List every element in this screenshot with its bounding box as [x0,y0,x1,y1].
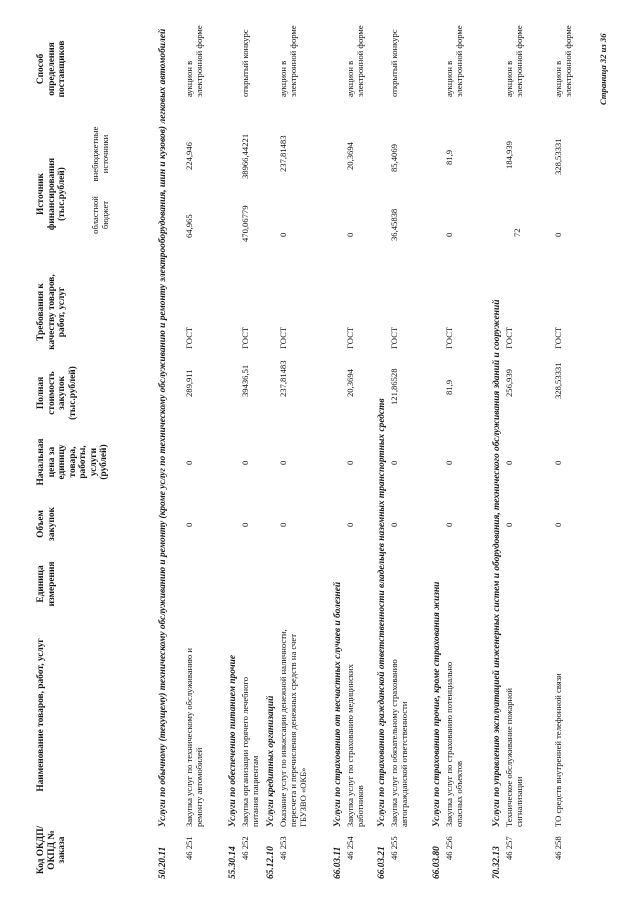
header-requirements: Требования к качеству товаров, работ, услуг [36,274,67,350]
row-method: аукцион в электронной форме [553,25,573,97]
row-extra: 20,3694 [345,142,355,170]
row-regional: 64,965 [184,214,194,238]
row-name: Закупка услуг по страхованию медицинских работников [345,664,365,827]
header-funding: Источник финансирования (тыс.рублей) [36,157,67,231]
row-requirements: ГОСТ [504,326,514,349]
row-number: 46 254 [345,836,355,860]
row-name: Закупка услуг по страхованию потенциально опасных объектов [444,661,464,827]
row-cost: 237,81483 [278,360,288,397]
header-volume: Объем закупок [36,507,57,541]
row-extra: 85,4069 [389,144,399,172]
section-code: 66.03.21 [377,846,387,879]
header-funding-extra: внебюджетные источники [90,126,110,182]
row-method: аукцион в электронной форме [345,25,365,97]
row-volume: 0 [553,522,563,527]
row-cost: 121,86528 [389,368,399,405]
page-number: Страница 32 из 36 [598,33,608,105]
section-code: 65.12.10 [266,846,276,879]
row-volume: 0 [184,522,194,527]
header-full-cost: Полная стоимость закупок (тыс.рублей) [36,366,78,420]
row-volume: 0 [389,522,399,527]
row-number: 46 251 [184,836,194,860]
row-method: аукцион в электронной форме [184,25,204,97]
row-price: 0 [278,460,288,465]
section-title: Услуги кредитных организаций [266,695,276,827]
row-requirements: ГОСТ [184,326,194,349]
header-funding-regional: областной бюджет [90,196,110,234]
row-requirements: ГОСТ [444,326,454,349]
row-extra: 224,946 [184,142,194,170]
row-number: 46 255 [389,836,399,860]
row-extra: 81,9 [444,149,454,165]
row-regional: 0 [345,232,355,237]
row-price: 0 [184,460,194,465]
row-cost: 81,9 [444,379,454,395]
row-method: аукцион в электронной форме [444,25,464,97]
header-code: Код ОКДП/ ОКПД № заказа [36,825,67,875]
section-title: Услуги по страхованию прочие, кроме страхования жизни [432,581,442,827]
row-regional: 36,45838 [389,208,399,241]
header-unit: Единица измерения [36,561,57,607]
row-name: Закупка услуг по обязательному страхованию автогражданской ответственности [389,659,409,827]
section-code: 66.03.11 [333,846,343,879]
row-requirements: ГОСТ [345,326,355,349]
header-initial-price: Начальная цена за единицу товара, работы, услуги (рублей) [36,438,109,486]
row-name: Закупка услуг по техническому обслуживанию и ремонту автомобилей [184,648,204,827]
row-number: 46 253 [278,836,288,860]
row-extra: 237,81483 [278,135,288,172]
header-name: Наименование товаров, работ, услуг [36,638,46,792]
row-volume: 0 [504,522,514,527]
row-regional: 72 [512,228,522,237]
section-title: Услуги по обеспечению питанием прочие [228,654,238,827]
row-method: аукцион в электронной форме [278,25,298,97]
row-regional: 470,06779 [240,205,250,242]
row-price: 0 [504,460,514,465]
row-requirements: ГОСТ [389,326,399,349]
section-title: Услуги по обычному (текущему) техническому обслуживанию и ремонту (кроме услуг по техническому обслуживанию и ремонту электрооборудования, шин и кузовов) легковых автомобилей [158,28,168,827]
row-name: Оказание услуг по инкассации денежной наличности, пересчета и перечисления денежных средств на счет ГБУЗВО «ОКБ» [278,629,308,827]
section-title: Услуги по управлению эксплуатацией инженерных систем и оборудования, технического обслуживания зданий и сооружений [492,299,502,827]
section-title: Услуги по страхованию гражданской ответственности владельцев наземных транспортных средств [377,398,387,827]
row-volume: 0 [278,522,288,527]
row-volume: 0 [240,522,250,527]
row-regional: 0 [278,232,288,237]
row-name: Техническое обслуживание пожарной сигнализации [504,687,524,827]
row-cost: 289,911 [184,369,194,397]
row-name: ТО средств внутренней телефонной связи [553,673,563,827]
row-number: 46 256 [444,836,454,860]
row-method: открытый конкурс [389,29,399,97]
header-method: Способ определения поставщиков [36,40,67,98]
row-method: аукцион в электронной форме [504,25,524,97]
row-number: 46 257 [504,836,514,860]
row-volume: 0 [345,522,355,527]
section-title: Услуги по страхованию от несчастных случаев и болезней [333,581,343,827]
section-code: 50.20.11 [158,846,168,879]
row-requirements: ГОСТ [278,326,288,349]
row-price: 0 [345,460,355,465]
section-code: 66.03.80 [432,846,442,879]
row-extra: 328,53331 [553,138,563,175]
row-extra: 38966,44221 [240,133,250,179]
section-code: 70.32.13 [492,846,502,879]
section-code: 55.30.14 [228,846,238,879]
row-price: 0 [444,460,454,465]
row-price: 0 [553,460,563,465]
row-cost: 20,3694 [345,369,355,397]
row-requirements: ГОСТ [553,326,563,349]
row-price: 0 [389,460,399,465]
row-volume: 0 [444,522,454,527]
row-cost: 328,53331 [553,362,563,399]
row-method: открытый конкурс [240,29,250,97]
row-price: 0 [240,460,250,465]
row-regional: 0 [444,232,454,237]
row-number: 46 252 [240,836,250,860]
row-name: Закупка организации горячего лечебного питания пациентам [240,676,260,827]
row-regional: 0 [553,232,563,237]
row-requirements: ГОСТ [240,326,250,349]
row-cost: 39436,51 [240,364,250,397]
row-cost: 256,939 [504,369,514,397]
row-extra: 184,939 [504,141,514,169]
row-number: 46 258 [553,836,563,860]
